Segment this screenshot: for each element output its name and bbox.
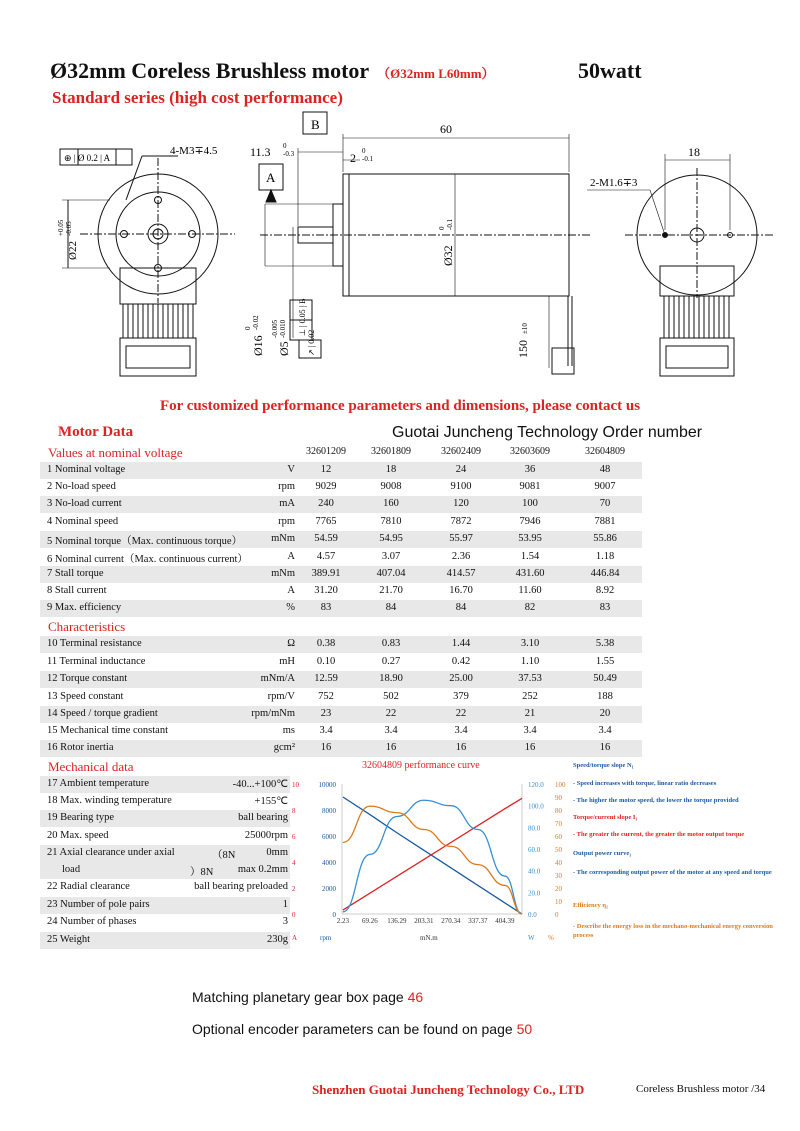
param-value: 3.07 <box>381 551 401 562</box>
param-value: 3.4 <box>454 725 468 736</box>
param-label: 15 Mechanical time constant <box>47 725 169 736</box>
legend-eff-desc: - Describe the energy loss in the mechano-mechanical energy conversion process <box>573 923 773 939</box>
dim-d32-tol-dn: -0.1 <box>446 218 454 230</box>
dim-2-tol-dn: -0.1 <box>362 155 374 163</box>
x-tick-label: 270.34 <box>441 917 461 925</box>
param-unit: V <box>287 464 295 475</box>
param-label: 24 Number of phases <box>47 916 137 927</box>
param-value: 21 <box>524 708 536 719</box>
param-value: 9100 <box>450 481 472 492</box>
param-value: 12.59 <box>314 673 338 684</box>
param-label: 4 Nominal speed <box>47 516 119 527</box>
legend-current-head: Torque/current slope I₁ <box>573 814 638 821</box>
param-label: 20 Max. speed <box>47 830 109 841</box>
param-label: 10 Terminal resistance <box>47 638 142 649</box>
param-value: 188 <box>597 691 613 702</box>
dim-d22: Ø22 <box>67 241 79 260</box>
thread-rear-label: 2-M1.6∓3 <box>590 177 638 189</box>
param-value: 240 <box>318 498 334 509</box>
dim-11-3: 11.3 <box>250 145 271 159</box>
param-unit: ms <box>282 725 295 736</box>
y-tick-label-power: 20.0 <box>528 889 541 898</box>
power-rating: 50watt <box>578 58 642 83</box>
param-unit: A <box>287 551 295 562</box>
dim-60: 60 <box>440 122 452 136</box>
param-value: 1 <box>282 899 288 910</box>
param-value: 0.38 <box>316 638 336 649</box>
param-label: 25 Weight <box>47 934 90 945</box>
table-row <box>40 671 642 688</box>
y-tick-label-efficiency: 50 <box>555 846 562 854</box>
param-unit: mH <box>279 656 295 667</box>
table-row <box>40 636 642 653</box>
param-label: 1 Nominal voltage <box>47 464 126 475</box>
param-value: 11.60 <box>518 585 542 596</box>
param-value: 37.53 <box>518 673 542 684</box>
param-value: 0.10 <box>316 656 336 667</box>
model-number: 32604809 <box>585 446 625 457</box>
param-value: 83 <box>320 602 332 613</box>
table-row <box>40 462 642 479</box>
param-value: 54.95 <box>379 533 403 544</box>
param-value: 7810 <box>380 516 402 527</box>
param-unit: % <box>286 602 295 613</box>
dim-d16-tol-dn: -0.02 <box>252 315 260 330</box>
param-value: 12 <box>320 464 332 475</box>
param-unit: rpm/mNm <box>251 708 295 719</box>
param-label: 7 Stall torque <box>47 568 104 579</box>
param-value: 7881 <box>594 516 616 527</box>
param-label: 6 Nominal current（Max. continuous current） <box>47 554 248 565</box>
unit-x: mN.m <box>420 934 438 942</box>
thread-front-label: 4-M3∓4.5 <box>170 145 218 157</box>
front-view <box>60 149 235 376</box>
table-row <box>40 723 642 740</box>
param-value: 18 <box>385 464 397 475</box>
param-value: 22 <box>385 708 397 719</box>
page-tag: Coreless Brushless motor /34 <box>636 1083 766 1095</box>
table-row <box>40 689 642 706</box>
param-value: 252 <box>522 691 538 702</box>
dim-d32: Ø32 <box>441 245 455 266</box>
datum-b: B <box>311 117 320 132</box>
table-row <box>40 897 290 914</box>
param-value: 54.59 <box>314 533 338 544</box>
param-value: -40...+100℃ <box>232 779 288 790</box>
param-value: 1.44 <box>451 638 471 649</box>
param-value: 21.70 <box>379 585 403 596</box>
param-value: 8.92 <box>595 585 615 596</box>
param-value: 7946 <box>519 516 541 527</box>
param-label: 21 Axial clearance under axial <box>47 847 175 858</box>
y-tick-label-power: 80.0 <box>528 824 541 833</box>
param-label: 12 Torque constant <box>47 673 128 684</box>
table-row <box>40 514 642 531</box>
y-tick-label-power: 120.0 <box>528 781 544 789</box>
param-value: 18.90 <box>379 673 403 684</box>
dim-11-3-tol-up: 0 <box>283 142 287 150</box>
unit-pct: % <box>548 934 554 942</box>
param-label: 8 Stall current <box>47 585 107 596</box>
table-row <box>40 776 290 793</box>
param-value: 4.57 <box>316 551 336 562</box>
param-value: 24 <box>455 464 467 475</box>
datum-a: A <box>266 170 276 185</box>
dim-150-tol: ±10 <box>521 323 529 334</box>
x-tick-label: 404.39 <box>495 917 515 925</box>
y-tick-label-efficiency: 70 <box>555 820 562 828</box>
param-value: 160 <box>383 498 399 509</box>
param-value: 3.4 <box>384 725 398 736</box>
y-tick-label-speed: 4000 <box>322 859 336 867</box>
param-value: 2.36 <box>451 551 471 562</box>
param-value: 16 <box>320 742 332 753</box>
section-characteristics: Characteristics <box>48 619 126 634</box>
param-condition: ）8N <box>190 867 214 878</box>
y-tick-label-speed: 8000 <box>322 807 336 815</box>
param-value: +155℃ <box>254 796 288 807</box>
model-number: 32603609 <box>510 446 550 457</box>
legend-speed-head: Speed/torque slope N₁ <box>573 762 634 769</box>
legend-power-desc: - The corresponding output power of the motor at any speed and torque <box>573 869 772 876</box>
param-label: 16 Rotor inertia <box>47 742 114 753</box>
dim-18: 18 <box>688 145 700 159</box>
param-value: 3.4 <box>523 725 537 736</box>
param-unit: gcm² <box>273 742 295 753</box>
custom-notice: For customized performance parameters and dimensions, please contact us <box>159 398 641 414</box>
table-row <box>40 654 642 671</box>
param-value: 16 <box>455 742 467 753</box>
y-tick-label-speed: 2000 <box>322 885 336 893</box>
curve-title: 32604809 performance curve <box>362 760 480 771</box>
param-value: 16 <box>524 742 536 753</box>
param-value: 84 <box>385 602 397 613</box>
param-value: 0.27 <box>381 656 401 667</box>
y-tick-label-efficiency: 10 <box>555 898 562 906</box>
x-tick-label: 136.29 <box>387 917 407 925</box>
x-tick-label: 2.23 <box>336 917 350 925</box>
model-number: 32602409 <box>441 446 481 457</box>
model-number: 32601209 <box>306 446 346 457</box>
y-tick-label-power: 60.0 <box>528 846 541 854</box>
param-value: 0.83 <box>381 638 401 649</box>
encoder-page: 50 <box>516 1021 533 1037</box>
table-row <box>40 845 290 862</box>
motor-data-heading: Motor Data <box>58 424 134 440</box>
unit-a: A <box>292 934 298 942</box>
tol-frame-front: ⊕ | Ø 0.2 | A <box>64 153 111 163</box>
param-unit: mNm/A <box>260 673 295 684</box>
param-value: 16.70 <box>449 585 473 596</box>
param-label: 13 Speed constant <box>47 691 124 702</box>
gearbox-note: Matching planetary gear box page 46 <box>192 989 424 1005</box>
order-number-title: Guotai Juncheng Technology Order number <box>392 424 703 441</box>
x-tick-label: 203.31 <box>414 917 434 925</box>
param-label: load <box>62 864 81 875</box>
y-tick-label-power: 0.0 <box>528 911 537 919</box>
param-value: 5.38 <box>595 638 615 649</box>
technical-drawing <box>0 108 800 398</box>
series-efficiency-curve <box>343 806 522 914</box>
param-value: max 0.2mm <box>237 864 288 875</box>
y-tick-label-efficiency: 90 <box>555 794 562 802</box>
param-unit: Ω <box>287 638 295 649</box>
param-label: 3 No-load current <box>47 498 122 509</box>
table-row <box>40 706 642 723</box>
param-value: 23 <box>320 708 332 719</box>
table-row <box>40 479 642 496</box>
unit-rpm: rpm <box>320 934 332 942</box>
y-tick-label-current: 10 <box>292 781 299 789</box>
encoder-note: Optional encoder parameters can be found on page 50 <box>192 1021 533 1037</box>
table-row <box>40 914 290 931</box>
param-unit: rpm/V <box>267 691 295 702</box>
dim-11-3-tol-dn: -0.3 <box>283 150 295 158</box>
table-row <box>40 810 290 827</box>
gearbox-page: 46 <box>407 989 424 1005</box>
param-value: 0mm <box>266 847 288 858</box>
y-tick-label-efficiency: 20 <box>555 885 562 893</box>
table-row <box>40 862 290 879</box>
table-row <box>40 566 642 583</box>
y-tick-label-efficiency: 60 <box>555 833 562 841</box>
dim-d32-tol-up: 0 <box>438 226 446 230</box>
param-value: 9008 <box>380 481 402 492</box>
dim-2: 2 <box>350 151 356 165</box>
dim-d16: Ø16 <box>251 335 265 356</box>
param-value: 414.57 <box>446 568 476 579</box>
param-unit: mNm <box>271 533 295 544</box>
section-nominal: Values at nominal voltage <box>48 445 183 460</box>
param-value: 84 <box>455 602 467 613</box>
y-tick-label-current: 4 <box>292 859 296 867</box>
param-value: 53.95 <box>518 533 542 544</box>
perp-tol-frame: ⊥ | 0.05 | B <box>298 298 307 336</box>
performance-chart <box>290 772 572 952</box>
param-unit: rpm <box>278 516 295 527</box>
y-tick-label-efficiency: 80 <box>555 807 562 815</box>
y-tick-label-efficiency: 0 <box>555 911 559 919</box>
param-value: 20 <box>599 708 611 719</box>
table-row <box>40 549 642 566</box>
param-condition: （8N <box>212 850 236 861</box>
param-value: 9081 <box>519 481 541 492</box>
param-value: 502 <box>383 691 399 702</box>
dim-150: 150 <box>516 340 530 358</box>
param-label: 5 Nominal torque（Max. continuous torque） <box>47 536 243 547</box>
param-value: 752 <box>318 691 334 702</box>
y-tick-label-efficiency: 40 <box>555 859 562 867</box>
param-value: 1.18 <box>595 551 615 562</box>
y-tick-label-power: 40.0 <box>528 867 541 876</box>
param-value: ball bearing <box>238 812 288 823</box>
param-value: 0.42 <box>451 656 471 667</box>
dim-d22-tol-dn: -0.05 <box>65 221 73 236</box>
model-number: 32601809 <box>371 446 411 457</box>
param-value: 3.10 <box>520 638 540 649</box>
table-row <box>40 600 642 617</box>
legend-current-desc: - The greater the current, the greater the motor output torque <box>573 831 745 838</box>
table-row <box>40 879 290 896</box>
param-value: 9029 <box>315 481 337 492</box>
param-value: 120 <box>453 498 469 509</box>
param-label: 11 Terminal inductance <box>47 656 146 667</box>
param-value: 36 <box>524 464 536 475</box>
param-value: 22 <box>455 708 467 719</box>
size-subtitle: （Ø32mm L60mm） <box>377 66 495 81</box>
company-name: Shenzhen Guotai Juncheng Technology Co., LTD <box>312 1082 585 1097</box>
param-value: 407.04 <box>376 568 406 579</box>
param-label: 18 Max. winding temperature <box>47 795 172 806</box>
dim-d16-tol-up: 0 <box>244 326 252 330</box>
series-subtitle: Standard series (high cost performance) <box>52 88 343 107</box>
param-value: 3.4 <box>598 725 612 736</box>
param-label: 22 Radial clearance <box>47 881 130 892</box>
y-tick-label-current: 6 <box>292 833 296 841</box>
table-row <box>40 531 642 548</box>
table-row <box>40 740 642 757</box>
y-tick-label-speed: 10000 <box>318 781 336 789</box>
y-tick-label-current: 8 <box>292 807 296 815</box>
param-value: 83 <box>599 602 611 613</box>
y-tick-label-speed: 0 <box>332 911 336 919</box>
x-tick-label: 337.37 <box>468 917 488 925</box>
param-value: 3 <box>282 916 288 927</box>
param-label: 23 Number of pole pairs <box>47 899 150 910</box>
x-tick-label: 69.26 <box>362 917 378 925</box>
param-value: 9007 <box>594 481 616 492</box>
param-unit: rpm <box>278 481 295 492</box>
param-value: 55.86 <box>593 533 617 544</box>
table-row <box>40 932 290 949</box>
unit-w: W <box>528 934 535 942</box>
param-value: 431.60 <box>515 568 545 579</box>
param-label: 2 No-load speed <box>47 481 116 492</box>
param-value: 1.54 <box>520 551 540 562</box>
param-value: 100 <box>522 498 538 509</box>
legend-power-head: Output power curve₁ <box>573 850 632 857</box>
param-value: 3.4 <box>319 725 333 736</box>
y-tick-label-efficiency: 100 <box>555 781 566 789</box>
param-unit: mA <box>279 498 295 509</box>
page-title: Ø32mm Coreless Brushless motor （Ø32mm L60mm） <box>50 58 495 83</box>
table-row <box>40 828 290 845</box>
param-value: 70 <box>599 498 611 509</box>
param-value: 55.97 <box>449 533 473 544</box>
dim-d22-tol-up: +0.05 <box>57 219 65 236</box>
table-row <box>40 793 290 810</box>
param-label: 14 Speed / torque gradient <box>47 708 158 719</box>
param-value: 48 <box>599 464 611 475</box>
param-value: 16 <box>599 742 611 753</box>
param-value: 389.91 <box>311 568 341 579</box>
param-value: ball bearing preloaded <box>194 881 288 892</box>
runout-tol-frame: ↗ | 0.02 <box>307 329 316 356</box>
param-label: 17 Ambient temperature <box>47 778 150 789</box>
dim-d5-tol-dn: -0.010 <box>279 319 287 338</box>
y-tick-label-current: 2 <box>292 885 296 893</box>
param-label: 19 Bearing type <box>47 812 115 823</box>
param-value: 7872 <box>450 516 472 527</box>
legend-speed-desc2: - The higher the motor speed, the lower the torque provided <box>573 797 739 804</box>
param-value: 16 <box>385 742 397 753</box>
param-value: 25000rpm <box>244 830 288 841</box>
param-value: 446.84 <box>590 568 620 579</box>
param-value: 1.55 <box>595 656 615 667</box>
y-tick-label-current: 0 <box>292 911 296 919</box>
section-mechanical: Mechanical data <box>48 759 134 774</box>
param-value: 379 <box>453 691 469 702</box>
param-value: 7765 <box>315 516 337 527</box>
legend-speed-desc: - Speed increases with torque, linear ratio decreases <box>573 780 717 787</box>
dim-2-tol-up: 0 <box>362 147 366 155</box>
dim-d5-tol-up: -0.005 <box>271 319 279 338</box>
param-unit: mNm <box>271 568 295 579</box>
param-unit: A <box>287 585 295 596</box>
param-value: 31.20 <box>314 585 338 596</box>
param-value: 82 <box>524 602 536 613</box>
dim-d5: Ø5 <box>277 341 291 356</box>
param-value: 1.10 <box>520 656 540 667</box>
y-tick-label-speed: 6000 <box>322 833 336 841</box>
param-value: 25.00 <box>449 673 473 684</box>
param-value: 230g <box>267 934 288 945</box>
y-tick-label-efficiency: 30 <box>555 872 562 880</box>
legend-eff-head: Efficiency η₁ <box>573 902 609 909</box>
table-row <box>40 583 642 600</box>
table-row <box>40 496 642 513</box>
y-tick-label-power: 100.0 <box>528 802 544 811</box>
param-value: 50.49 <box>593 673 617 684</box>
param-label: 9 Max. efficiency <box>47 602 122 613</box>
